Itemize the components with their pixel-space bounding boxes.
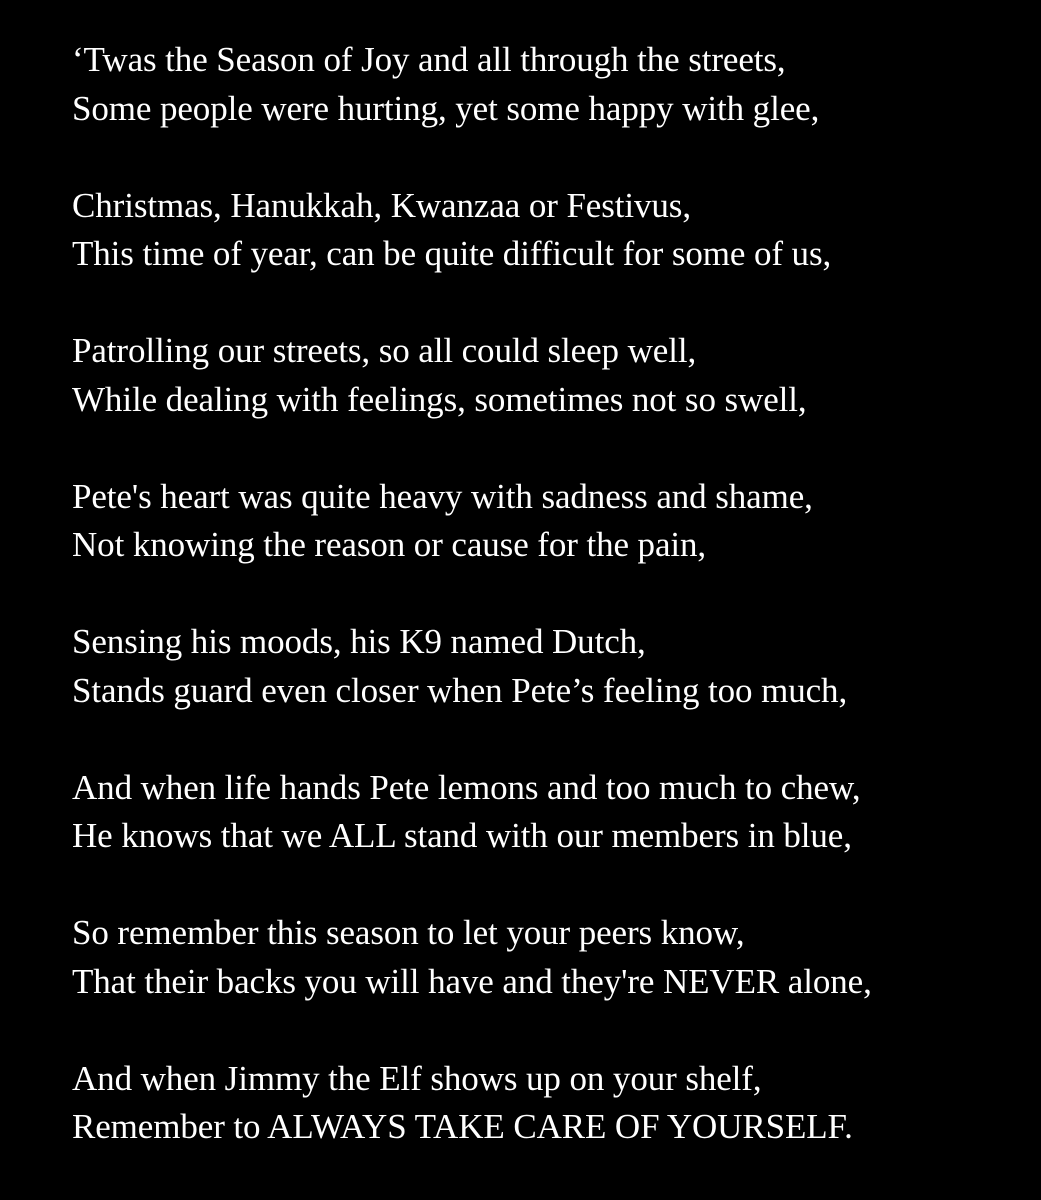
stanza-4	[72, 473, 1022, 570]
poem-line: Sensing his moods, his K9 named Dutch,	[72, 622, 646, 661]
stanza-6	[72, 764, 1022, 861]
stanza-2	[72, 182, 1022, 279]
poem-line: Some people were hurting, yet some happy with glee,	[72, 88, 820, 128]
poem-line: This time of year, can be quite difficult for some of us,	[72, 234, 832, 273]
poem-line: Not knowing the reason or cause for the pain,	[72, 525, 707, 564]
poem-line: Christmas, Hanukkah, Kwanzaa or Festivus,	[72, 185, 691, 225]
poem-line: That their backs you will have and they're NEVER alone,	[72, 961, 872, 1001]
poem-line: He knows that we ALL stand with our members in blue,	[72, 816, 852, 855]
poem-line: Remember to ALWAYS TAKE CARE OF YOURSELF.	[72, 1107, 853, 1146]
poem-line: And when life hands Pete lemons and too much to chew,	[72, 767, 861, 807]
stanza-3	[72, 327, 1022, 424]
stanza-5	[72, 618, 1022, 715]
poem-line: And when Jimmy the Elf shows up on your shelf,	[72, 1058, 762, 1098]
poem-line: So remember this season to let your peers know,	[72, 913, 745, 952]
poem-line: Patrolling our streets, so all could sleep well,	[72, 331, 697, 370]
poem-line: Stands guard even closer when Pete’s feeling too much,	[72, 670, 848, 710]
stanza-8	[72, 1055, 1022, 1152]
stanza-1	[72, 36, 1022, 133]
poem-line: While dealing with feelings, sometimes not so swell,	[72, 379, 807, 419]
poem-text	[72, 36, 1022, 1152]
poem-line: ‘Twas the Season of Joy and all through the streets,	[72, 40, 786, 79]
poem-line: Pete's heart was quite heavy with sadness and shame,	[72, 476, 813, 516]
stanza-7	[72, 909, 1022, 1006]
